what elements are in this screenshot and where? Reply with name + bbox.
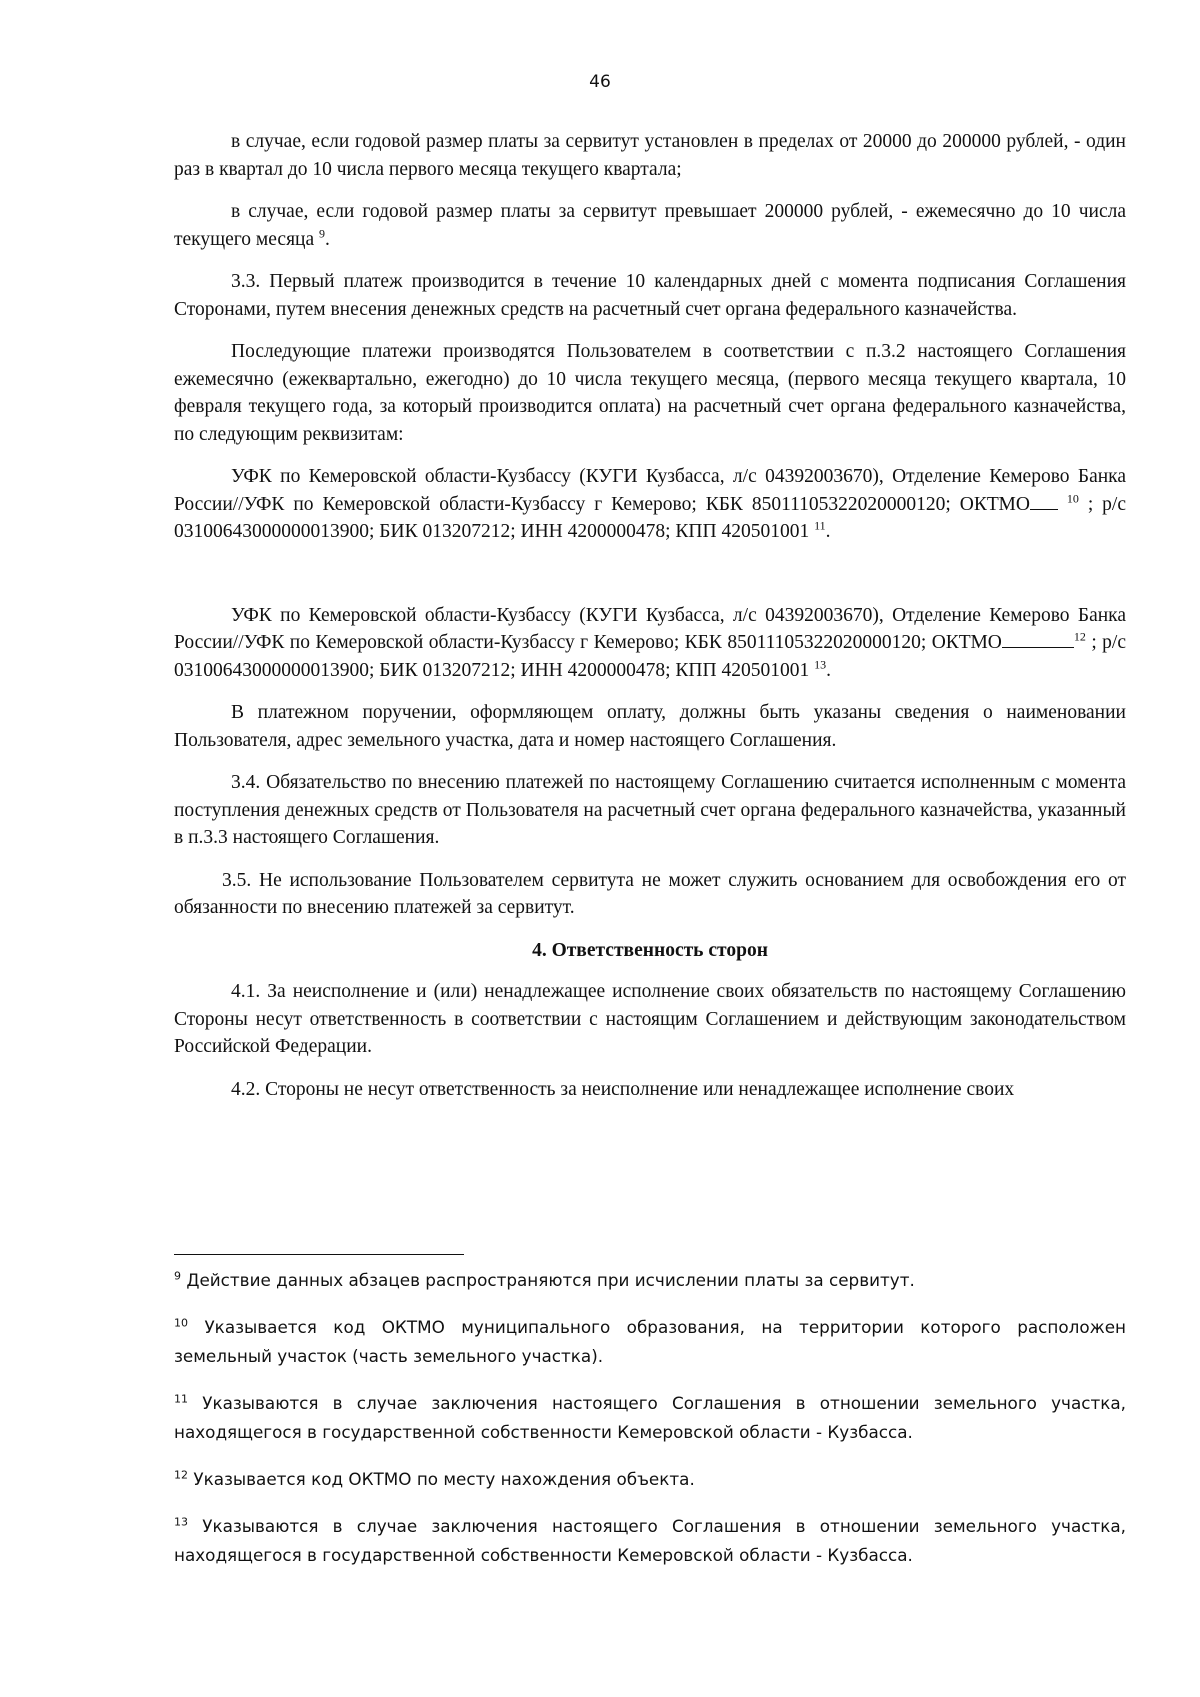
- requisites-text: ; р/с 03100643000000013900; БИК 013207212; ИНН 4200000478; КПП 420501001: [174, 632, 1126, 681]
- paragraph-3-5: [174, 867, 1126, 922]
- footnote-12: [174, 1465, 1126, 1494]
- payment-requisites-2: УФК по Кемеровской области-Кузбассу (КУГИ Кузбасса, л/с 04392003670), Отделение Кемерово Банка России//УФК по Кемеровской области-Кузбассу г Кемерово; КБК 85011105322020000120; ОКТМО $^{12}$ ; р/с 03100643000000013900; БИК 013207212; ИНН 4200000478; КПП 420501001 $^{13}$.: [174, 604, 1126, 681]
- footnote-text: Указываются в случае заключения настоящего Соглашения в отношении земельного участка, находящегося в государственной собственности Кемеровской области - Кузбасса.: [174, 1393, 1126, 1442]
- paragraph-text: 3.3. Первый платеж производится в течение 10 календарных дней с момента подписания Соглашения Сторонами, путем внесения денежных средств на расчетный счет органа федерального казначейства.: [174, 271, 1126, 320]
- requisites-text: УФК по Кемеровской области-Кузбассу (КУГИ Кузбасса, л/с 04392003670), Отделение Кемерово Банка России//УФК по Кемеровской области-Кузбассу г Кемерово; КБК 85011105322020000120; ОКТМО: [174, 604, 1126, 653]
- paragraph-3-4: [174, 769, 1126, 852]
- footnote-text: Действие данных абзацев распространяются при исчислении платы за сервитут.: [186, 1270, 915, 1290]
- footnote-ref: 13: [814, 657, 827, 671]
- footnote-ref: 9: [319, 226, 326, 240]
- footnote-divider: [174, 1254, 464, 1255]
- footnote-text: Указываются в случае заключения настоящего Соглашения в отношении земельного участка, находящегося в государственной собственности Кемеровской области - Кузбасса.: [174, 1516, 1126, 1565]
- oktmo-blank: [1030, 492, 1058, 510]
- paragraph-text: 3.5. Не использование Пользователем сервитута не может служить основанием для освобождения его от обязанности по внесению платежей за сервитут.: [174, 869, 1126, 918]
- paragraph-4-2: [174, 1076, 1126, 1104]
- footnote-ref: 12: [1073, 629, 1086, 644]
- footnote-text: Указывается код ОКТМО по месту нахождения объекта.: [193, 1469, 695, 1489]
- footnote-10: [174, 1313, 1126, 1371]
- paragraph-subsequent-payments: [174, 338, 1126, 448]
- oktmo-blank: [1002, 630, 1074, 648]
- paragraph-4-1: [174, 978, 1126, 1061]
- footnotes: [174, 1266, 1126, 1588]
- footnote-ref: 10: [1066, 491, 1079, 505]
- footnote-number: 12: [174, 1468, 188, 1482]
- footnote-13: [174, 1512, 1126, 1570]
- paragraph-annual-quarterly: [174, 128, 1126, 183]
- main-text: [174, 128, 1126, 1118]
- paragraph-text: 4.1. За неисполнение и (или) ненадлежащее исполнение своих обязательств по настоящему Соглашению Стороны несут ответственность в соответствии с настоящим Соглашением и действующим законодательством Российской Федерации.: [174, 981, 1126, 1057]
- paragraph-text: в случае, если годовой размер платы за сервитут превышает 200000 рублей, - ежемесячно до 10 числа текущего месяца: [174, 201, 1126, 250]
- footnote-text: Указывается код ОКТМО муниципального образования, на территории которого расположен земельный участок (часть земельного участка).: [174, 1317, 1126, 1366]
- paragraph-3-3: [174, 268, 1126, 323]
- paragraph-payment-order: [174, 699, 1126, 754]
- footnote-number: 10: [174, 1316, 188, 1330]
- footnote-number: 11: [174, 1392, 188, 1406]
- paragraph-text: Последующие платежи производятся Пользователем в соответствии с п.3.2 настоящего Соглашения ежемесячно (ежеквартально, ежегодно) до 10 числа текущего месяца, (первого месяца текущего квартала, 10 февраля текущего года, за который производится оплата) на расчетный счет органа федерального казначейства, по следующим реквизитам:: [174, 341, 1126, 445]
- paragraph-text: в случае, если годовой размер платы за сервитут установлен в пределах от 20000 до 200000 рублей, - один раз в квартал до 10 числа первого месяца текущего квартала;: [174, 131, 1126, 180]
- payment-requisites-1: УФК по Кемеровской области-Кузбассу (КУГИ Кузбасса, л/с 04392003670), Отделение Кемерово Банка России//УФК по Кемеровской области-Кузбассу г Кемерово; КБК 85011105322020000120; ОКТМО $^{10}$ ; р/с 03100643000000013900; БИК 013207212; ИНН 4200000478; КПП 420501001 $^{11}$.: [174, 466, 1126, 542]
- footnote-number: 9: [174, 1269, 181, 1283]
- paragraph-annual-monthly: в случае, если годовой размер платы за сервитут превышает 200000 рублей, - ежемесячно до 10 числа текущего месяца $^9$.: [174, 201, 1126, 250]
- requisites-text: УФК по Кемеровской области-Кузбассу (КУГИ Кузбасса, л/с 04392003670), Отделение Кемерово Банка России//УФК по Кемеровской области-Кузбассу г Кемерово; КБК 85011105322020000120; ОКТМО: [174, 466, 1126, 515]
- paragraph-text: 3.4. Обязательство по внесению платежей по настоящему Соглашению считается исполненным с момента поступления денежных средств от Пользователя на расчетный счет органа федерального казначейства, указанный в п.3.3 настоящего Соглашения.: [174, 772, 1126, 848]
- requisites-text: ; р/с 03100643000000013900; БИК 013207212; ИНН 4200000478; КПП 420501001: [174, 493, 1126, 542]
- section-heading-4: 4. Ответственность сторон: [532, 939, 768, 961]
- footnote-9: [174, 1266, 1126, 1295]
- page-number: 46: [589, 72, 611, 92]
- footnote-ref: 11: [814, 518, 826, 533]
- footnote-number: 13: [174, 1515, 188, 1529]
- paragraph-text: В платежном поручении, оформляющем оплату, должны быть указаны сведения о наименовании Пользователя, адрес земельного участка, дата и номер настоящего Соглашения.: [174, 702, 1126, 751]
- paragraph-text: 4.2. Стороны не несут ответственность за неисполнение или ненадлежащее исполнение своих: [231, 1078, 1015, 1100]
- footnote-11: [174, 1389, 1126, 1447]
